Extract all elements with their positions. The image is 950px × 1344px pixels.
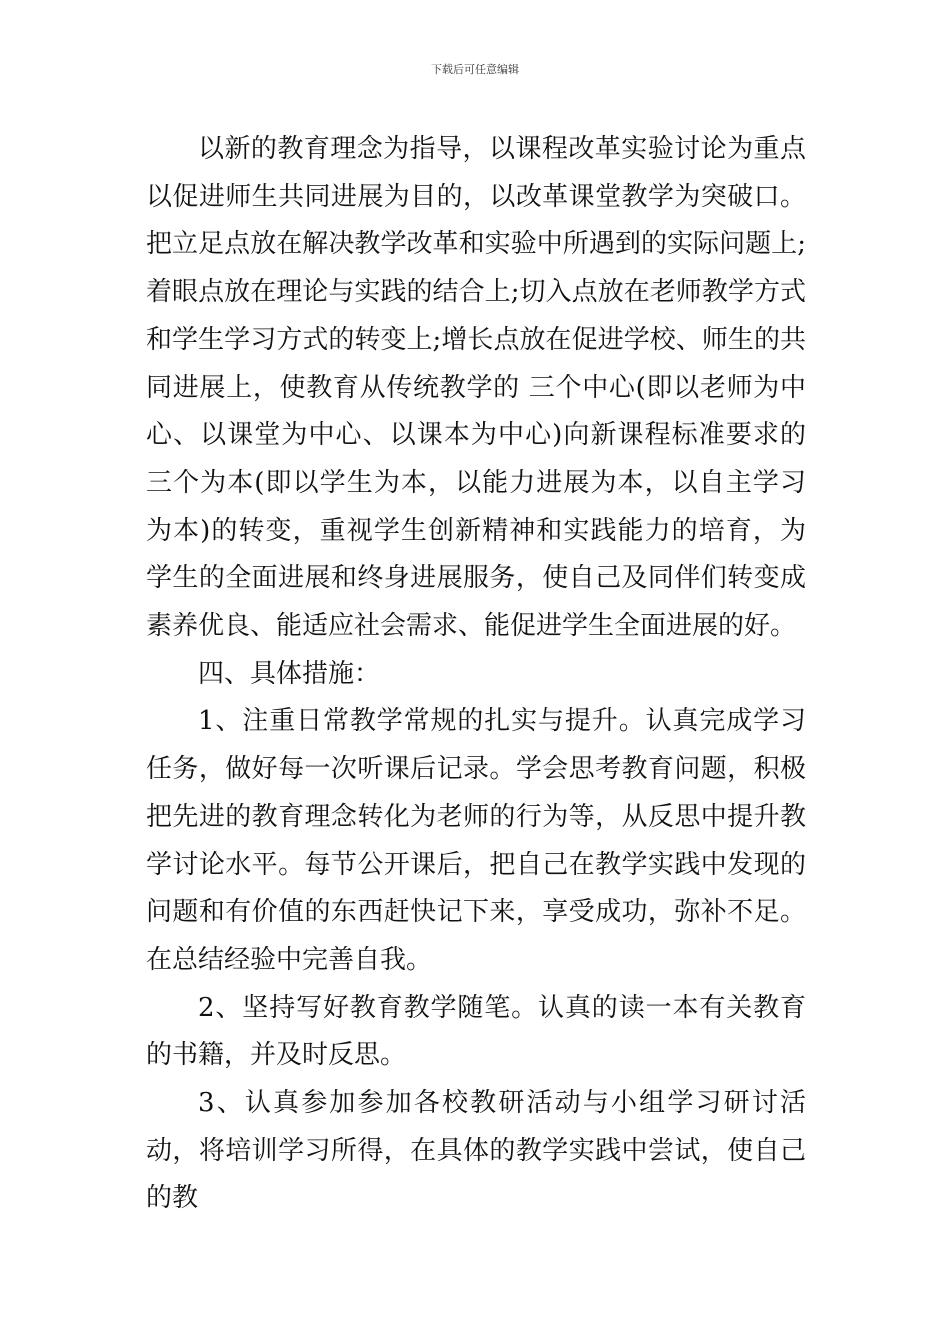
document-body bbox=[146, 126, 806, 1223]
section-heading-measures: 四、具体措施： bbox=[198, 658, 381, 689]
measure-item-2: 2、坚持写好教育教学随笔。认真的读一本有关教育的书籍，并及时反思。 bbox=[146, 992, 806, 1071]
measure-item-3: 3、认真参加参加各校教研活动与小组学习研讨活动，将培训学习所得，在具体的教学实践中尝试，使自己的教 bbox=[146, 1088, 806, 1214]
paragraph-guiding-principles: 以新的教育理念为指导，以课程改革实验讨论为重点以促进师生共同进展为目的，以改革课堂教学为突破口。把立足点放在解决教学改革和实验中所遇到的实际问题上;着眼点放在理论与实践的结合上;切入点放在老师教学方式和学生学习方式的转变上;增长点放在促进学校、师生的共同进展上，使教育从传统教学的 三个中心(即以老师为中心、以课堂为中心、以课本为中心)向新课程标准要求的三个为本(即以学生为本，以能力进展为本，以自主学习为本)的转变，重视学生创新精神和实践能力的培育，为学生的全面进展和终身进展服务，使自己及同伴们转变成素养优良、能适应社会需求、能促进学生全面进展的好。 bbox=[146, 134, 806, 642]
page-header: 下载后可任意编辑 bbox=[431, 63, 519, 76]
measure-item-1: 1、注重日常教学常规的扎实与提升。认真完成学习任务，做好每一次听课后记录。学会思考教育问题，积极把先进的教育理念转化为老师的行为等，从反思中提升教学讨论水平。每节公开课后，把自己在教学实践中发现的问题和有价值的东西赶快记下来，享受成功，弥补不足。在总结经验中完善自我。 bbox=[146, 706, 806, 975]
